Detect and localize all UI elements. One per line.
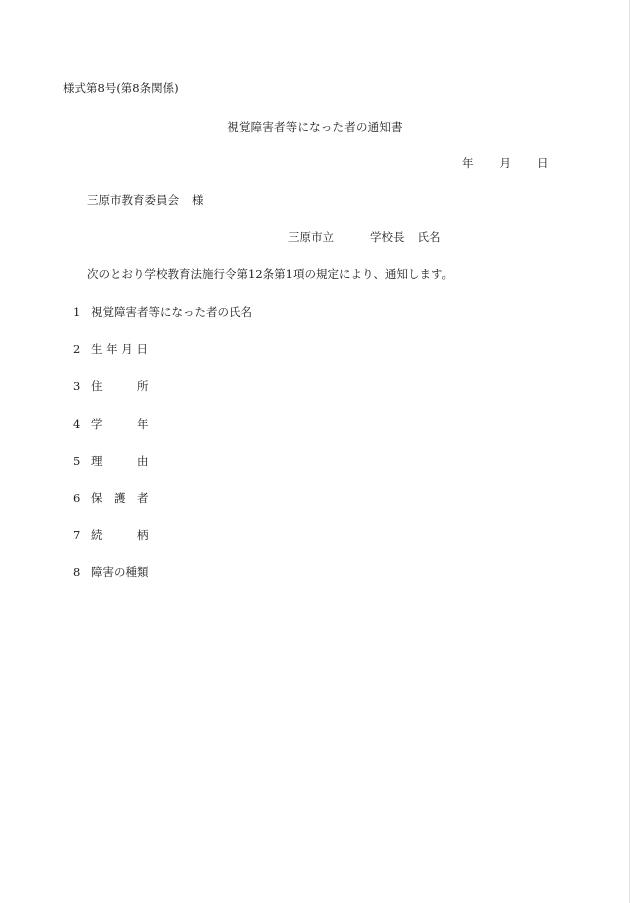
item-number: 3 [73, 379, 81, 394]
item-number: 6 [73, 490, 81, 505]
item-number: 8 [73, 565, 81, 580]
list-item [73, 491, 252, 505]
item-label: 理 由 [91, 453, 149, 468]
sender-city: 三原市立 [288, 230, 334, 244]
item-label: 続 柄 [91, 528, 149, 543]
list-item [73, 342, 252, 356]
sender-school: 学校長 [370, 230, 405, 244]
item-number: 7 [73, 528, 81, 543]
addressee [87, 193, 204, 207]
item-number: 2 [73, 342, 81, 357]
document-title: 視覚障害者等になった者の通知書 [227, 120, 403, 134]
addressee-name: 三原市教育委員会 [87, 193, 179, 207]
item-label: 生 年 月 日 [91, 342, 148, 357]
item-label: 障害の種類 [91, 565, 149, 580]
date-year-label: 年 [462, 156, 474, 170]
item-list [73, 305, 252, 603]
item-number: 5 [73, 453, 81, 468]
list-item [73, 454, 252, 468]
date-day-label: 日 [537, 156, 549, 170]
list-item [73, 305, 252, 319]
item-label: 保 護 者 [91, 490, 149, 505]
addressee-honorific: 様 [192, 193, 204, 207]
list-item [73, 417, 252, 431]
body-text: 次のとおり学校教育法施行令第12条第1項の規定により、通知します。 [87, 267, 454, 281]
item-number: 4 [73, 416, 81, 431]
form-number: 様式第8号(第8条関係) [63, 81, 179, 95]
list-item [73, 528, 252, 542]
list-item [73, 379, 252, 393]
sender-name: 氏名 [417, 230, 441, 244]
item-label: 学 年 [91, 416, 149, 431]
sender [288, 230, 441, 244]
item-number: 1 [73, 305, 81, 319]
list-item [73, 565, 252, 579]
date-month-label: 月 [499, 156, 511, 170]
item-label: 視覚障害者等になった者の氏名 [91, 305, 252, 319]
item-label: 住 所 [91, 379, 149, 394]
date-line [462, 156, 549, 170]
